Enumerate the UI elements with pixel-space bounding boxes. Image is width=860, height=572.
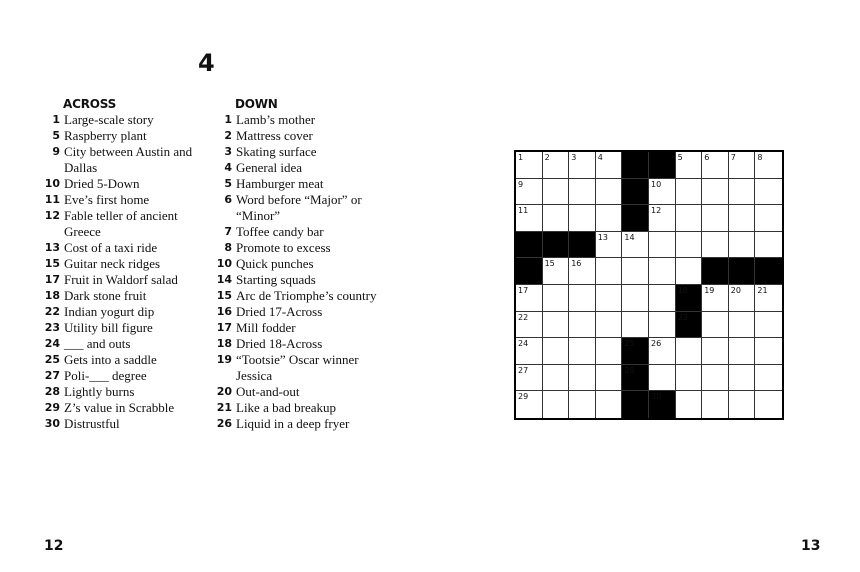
answer-cell[interactable] — [622, 232, 649, 259]
down-clue — [214, 240, 384, 256]
answer-cell[interactable] — [702, 205, 729, 232]
across-clue — [42, 368, 212, 384]
down-clue — [214, 304, 384, 320]
clue-number: 27 — [44, 369, 60, 382]
across-clue — [42, 192, 212, 208]
answer-cell[interactable] — [702, 179, 729, 206]
clue-number: 22 — [44, 305, 60, 318]
clue-number: 18 — [216, 337, 232, 350]
answer-cell[interactable] — [622, 258, 649, 285]
black-square — [649, 391, 676, 418]
answer-cell[interactable] — [702, 365, 729, 392]
black-square — [622, 391, 649, 418]
across-clue — [42, 336, 212, 352]
cell-number: 18 — [677, 286, 688, 295]
answer-cell[interactable] — [729, 179, 756, 206]
down-clue — [214, 400, 384, 416]
answer-cell[interactable] — [543, 312, 570, 339]
answer-cell[interactable] — [676, 179, 703, 206]
across-clue — [42, 352, 212, 368]
clue-number: 10 — [44, 177, 60, 190]
clue-text: Arc de Triomphe’s country — [236, 288, 377, 303]
across-clue — [42, 384, 212, 400]
answer-cell[interactable] — [543, 205, 570, 232]
across-clues — [42, 96, 212, 432]
cell-number: 10 — [651, 179, 662, 189]
down-clue — [214, 336, 384, 352]
answer-cell[interactable] — [543, 152, 570, 179]
page-number-right: 13 — [801, 538, 821, 554]
down-clue — [214, 128, 384, 144]
cell-number: 6 — [704, 153, 710, 162]
clue-number: 13 — [44, 241, 60, 254]
clue-number: 8 — [224, 241, 232, 254]
answer-cell[interactable] — [702, 152, 729, 179]
answer-cell[interactable] — [755, 205, 782, 232]
answer-cell[interactable] — [676, 365, 703, 392]
clue-number: 14 — [216, 273, 232, 286]
answer-cell[interactable] — [676, 338, 703, 365]
black-square — [702, 258, 729, 285]
cell-number: 26 — [651, 339, 662, 349]
answer-cell[interactable] — [569, 205, 596, 232]
down-clue — [214, 272, 384, 288]
answer-cell[interactable] — [649, 338, 676, 365]
clue-number: 12 — [44, 209, 60, 222]
cell-number: 29 — [518, 392, 529, 402]
answer-cell[interactable] — [516, 338, 543, 365]
down-clue — [214, 144, 384, 160]
clue-text: Fruit in Waldorf salad — [64, 272, 178, 287]
clue-text: Dark stone fruit — [64, 288, 147, 303]
answer-cell[interactable] — [755, 312, 782, 339]
black-square — [755, 258, 782, 285]
cell-number: 21 — [757, 286, 768, 295]
down-clue — [214, 224, 384, 240]
clue-number: 5 — [224, 177, 232, 190]
answer-cell[interactable] — [755, 365, 782, 392]
clue-number: 3 — [224, 145, 232, 158]
answer-cell[interactable] — [676, 391, 703, 418]
answer-cell[interactable] — [755, 285, 782, 312]
across-clue — [42, 144, 212, 176]
answer-cell[interactable] — [729, 232, 756, 259]
clue-text: Toffee candy bar — [236, 224, 324, 239]
clue-text: Dried 18-Across — [236, 336, 323, 351]
answer-cell[interactable] — [516, 285, 543, 312]
answer-cell[interactable] — [755, 152, 782, 179]
across-clue — [42, 288, 212, 304]
answer-cell[interactable] — [755, 179, 782, 206]
answer-cell[interactable] — [702, 232, 729, 259]
across-clue — [42, 320, 212, 336]
clue-number: 28 — [44, 385, 60, 398]
black-square — [622, 338, 649, 365]
clue-text: Dried 17-Across — [236, 304, 323, 319]
answer-cell[interactable] — [543, 179, 570, 206]
clue-text: Utility bill figure — [64, 320, 153, 335]
answer-cell[interactable] — [596, 391, 623, 418]
answer-cell[interactable] — [702, 338, 729, 365]
clue-number: 1 — [224, 113, 232, 126]
clue-text: Skating surface — [236, 144, 317, 159]
answer-cell[interactable] — [755, 232, 782, 259]
clue-text: Word before “Major” or “Minor” — [236, 192, 362, 223]
answer-cell[interactable] — [702, 391, 729, 418]
down-clue — [214, 352, 384, 384]
answer-cell[interactable] — [596, 179, 623, 206]
cell-number: 30 — [651, 392, 662, 402]
black-square — [729, 258, 756, 285]
answer-cell[interactable] — [516, 365, 543, 392]
answer-cell[interactable] — [543, 365, 570, 392]
clue-text: “Tootsie” Oscar winner Jessica — [236, 352, 359, 383]
clue-text: Like a bad breakup — [236, 400, 336, 415]
clue-text: Mattress cover — [236, 128, 313, 143]
clue-text: General idea — [236, 160, 303, 175]
clue-number: 2 — [224, 129, 232, 142]
black-square — [676, 312, 703, 339]
answer-cell[interactable] — [676, 205, 703, 232]
black-square — [569, 232, 596, 259]
black-square — [622, 365, 649, 392]
across-clue — [42, 208, 212, 240]
clue-text: Indian yogurt dip — [64, 304, 155, 319]
cell-number: 1 — [518, 153, 524, 162]
answer-cell[interactable] — [649, 365, 676, 392]
clue-text: Quick punches — [236, 256, 314, 271]
cell-number: 2 — [544, 153, 550, 162]
clue-text: City between Austin and Dallas — [64, 144, 193, 175]
down-clue — [214, 320, 384, 336]
clue-number: 7 — [224, 225, 232, 238]
answer-cell[interactable] — [596, 152, 623, 179]
answer-cell[interactable] — [569, 285, 596, 312]
answer-cell[interactable] — [569, 258, 596, 285]
down-clue — [214, 384, 384, 400]
clue-number: 20 — [216, 385, 232, 398]
cell-number: 5 — [677, 153, 683, 162]
answer-cell[interactable] — [729, 391, 756, 418]
cell-number: 9 — [518, 179, 524, 189]
answer-cell[interactable] — [516, 312, 543, 339]
answer-cell[interactable] — [729, 285, 756, 312]
answer-cell[interactable] — [516, 391, 543, 418]
down-clue — [214, 160, 384, 176]
cell-number: 11 — [518, 206, 529, 216]
black-square — [543, 232, 570, 259]
black-square — [676, 285, 703, 312]
answer-cell[interactable] — [702, 285, 729, 312]
across-clue — [42, 128, 212, 144]
answer-cell[interactable] — [702, 312, 729, 339]
answer-cell[interactable] — [649, 179, 676, 206]
answer-cell[interactable] — [569, 338, 596, 365]
down-heading: DOWN — [235, 97, 278, 111]
answer-cell[interactable] — [729, 338, 756, 365]
answer-cell[interactable] — [596, 205, 623, 232]
clue-text: ___ and outs — [64, 336, 131, 351]
clue-number: 29 — [44, 401, 60, 414]
cell-number: 3 — [571, 153, 577, 162]
across-clue — [42, 256, 212, 272]
clue-text: Mill fodder — [236, 320, 296, 335]
clue-number: 5 — [52, 129, 60, 142]
across-clue — [42, 240, 212, 256]
cell-number: 28 — [624, 365, 635, 375]
page-number-left: 12 — [44, 538, 64, 554]
clue-number: 30 — [44, 417, 60, 430]
black-square — [622, 205, 649, 232]
answer-cell[interactable] — [649, 205, 676, 232]
clue-number: 15 — [44, 257, 60, 270]
answer-cell[interactable] — [569, 391, 596, 418]
clue-text: Distrustful — [64, 416, 120, 431]
answer-cell[interactable] — [596, 285, 623, 312]
cell-number: 24 — [518, 339, 529, 349]
crossword-grid — [514, 150, 784, 420]
answer-cell[interactable] — [516, 152, 543, 179]
across-heading: ACROSS — [63, 97, 117, 111]
clue-text: Starting squads — [236, 272, 316, 287]
clue-number: 17 — [216, 321, 232, 334]
clue-text: Liquid in a deep fryer — [236, 416, 350, 431]
clue-number: 18 — [44, 289, 60, 302]
clue-text: Poli-___ degree — [64, 368, 147, 383]
answer-cell[interactable] — [543, 258, 570, 285]
answer-cell[interactable] — [569, 365, 596, 392]
cell-number: 22 — [518, 312, 529, 322]
clue-text: Eve’s first home — [64, 192, 150, 207]
cell-number: 8 — [757, 153, 763, 162]
answer-cell[interactable] — [622, 285, 649, 312]
clue-number: 21 — [216, 401, 232, 414]
clue-text: Raspberry plant — [64, 128, 147, 143]
clue-text: Guitar neck ridges — [64, 256, 161, 271]
cell-number: 17 — [518, 286, 529, 295]
clue-text: Promote to excess — [236, 240, 331, 255]
cell-number: 4 — [597, 153, 603, 162]
answer-cell[interactable] — [649, 285, 676, 312]
across-clue — [42, 272, 212, 288]
clue-text: Hamburger meat — [236, 176, 324, 191]
answer-cell[interactable] — [729, 365, 756, 392]
clue-number: 24 — [44, 337, 60, 350]
clue-number: 19 — [216, 353, 232, 366]
clue-number: 26 — [216, 417, 232, 430]
cell-number: 20 — [730, 286, 741, 295]
answer-cell[interactable] — [569, 152, 596, 179]
down-clues — [214, 96, 384, 432]
clue-text: Lamb’s mother — [236, 112, 316, 127]
clue-number: 16 — [216, 305, 232, 318]
answer-cell[interactable] — [543, 285, 570, 312]
answer-cell[interactable] — [676, 152, 703, 179]
cell-number: 12 — [651, 206, 662, 216]
clue-number: 1 — [52, 113, 60, 126]
cell-number: 7 — [730, 153, 736, 162]
answer-cell[interactable] — [543, 338, 570, 365]
across-clue — [42, 112, 212, 128]
answer-cell[interactable] — [729, 152, 756, 179]
cell-number: 16 — [571, 259, 582, 269]
cell-number: 25 — [624, 339, 635, 349]
answer-cell[interactable] — [596, 365, 623, 392]
cell-number: 23 — [677, 312, 688, 322]
answer-cell[interactable] — [596, 232, 623, 259]
answer-cell[interactable] — [676, 232, 703, 259]
clue-text: Dried 5-Down — [64, 176, 140, 191]
puzzle-number: 4 — [198, 49, 215, 77]
clue-number: 4 — [224, 161, 232, 174]
answer-cell[interactable] — [649, 258, 676, 285]
clue-text: Out-and-out — [236, 384, 300, 399]
down-clue — [214, 192, 384, 224]
clue-text: Fable teller of ancient Greece — [64, 208, 178, 239]
answer-cell[interactable] — [676, 258, 703, 285]
clue-number: 6 — [224, 193, 232, 206]
answer-cell[interactable] — [755, 391, 782, 418]
black-square — [516, 232, 543, 259]
cell-number: 14 — [624, 232, 635, 242]
across-clue — [42, 176, 212, 192]
clue-number: 15 — [216, 289, 232, 302]
clue-number: 17 — [44, 273, 60, 286]
black-square — [622, 179, 649, 206]
clue-text: Lightly burns — [64, 384, 135, 399]
answer-cell[interactable] — [596, 312, 623, 339]
answer-cell[interactable] — [649, 232, 676, 259]
black-square — [649, 152, 676, 179]
answer-cell[interactable] — [729, 312, 756, 339]
clue-text: Large-scale story — [64, 112, 154, 127]
clue-text: Z’s value in Scrabble — [64, 400, 175, 415]
down-clue-list — [214, 112, 384, 432]
answer-cell[interactable] — [569, 179, 596, 206]
clue-text: Gets into a saddle — [64, 352, 157, 367]
clue-number: 25 — [44, 353, 60, 366]
clue-number: 11 — [44, 193, 60, 206]
answer-cell[interactable] — [622, 312, 649, 339]
answer-cell[interactable] — [755, 338, 782, 365]
across-clue-list — [42, 112, 212, 432]
cell-number: 19 — [704, 286, 715, 295]
clue-number: 23 — [44, 321, 60, 334]
black-square — [622, 152, 649, 179]
answer-cell[interactable] — [596, 338, 623, 365]
clue-number: 9 — [52, 145, 60, 158]
answer-cell[interactable] — [596, 258, 623, 285]
clue-text: Cost of a taxi ride — [64, 240, 158, 255]
answer-cell[interactable] — [729, 205, 756, 232]
cell-number: 27 — [518, 365, 529, 375]
answer-cell[interactable] — [649, 312, 676, 339]
down-clue — [214, 256, 384, 272]
black-square — [516, 258, 543, 285]
down-clue — [214, 112, 384, 128]
cell-number: 13 — [597, 232, 608, 242]
across-clue — [42, 416, 212, 432]
answer-cell[interactable] — [516, 179, 543, 206]
down-clue — [214, 176, 384, 192]
across-clue — [42, 400, 212, 416]
answer-cell[interactable] — [569, 312, 596, 339]
answer-cell[interactable] — [543, 391, 570, 418]
down-clue — [214, 288, 384, 304]
cell-number: 15 — [544, 259, 555, 269]
answer-cell[interactable] — [516, 205, 543, 232]
across-clue — [42, 304, 212, 320]
clue-number: 10 — [216, 257, 232, 270]
down-clue — [214, 416, 384, 432]
